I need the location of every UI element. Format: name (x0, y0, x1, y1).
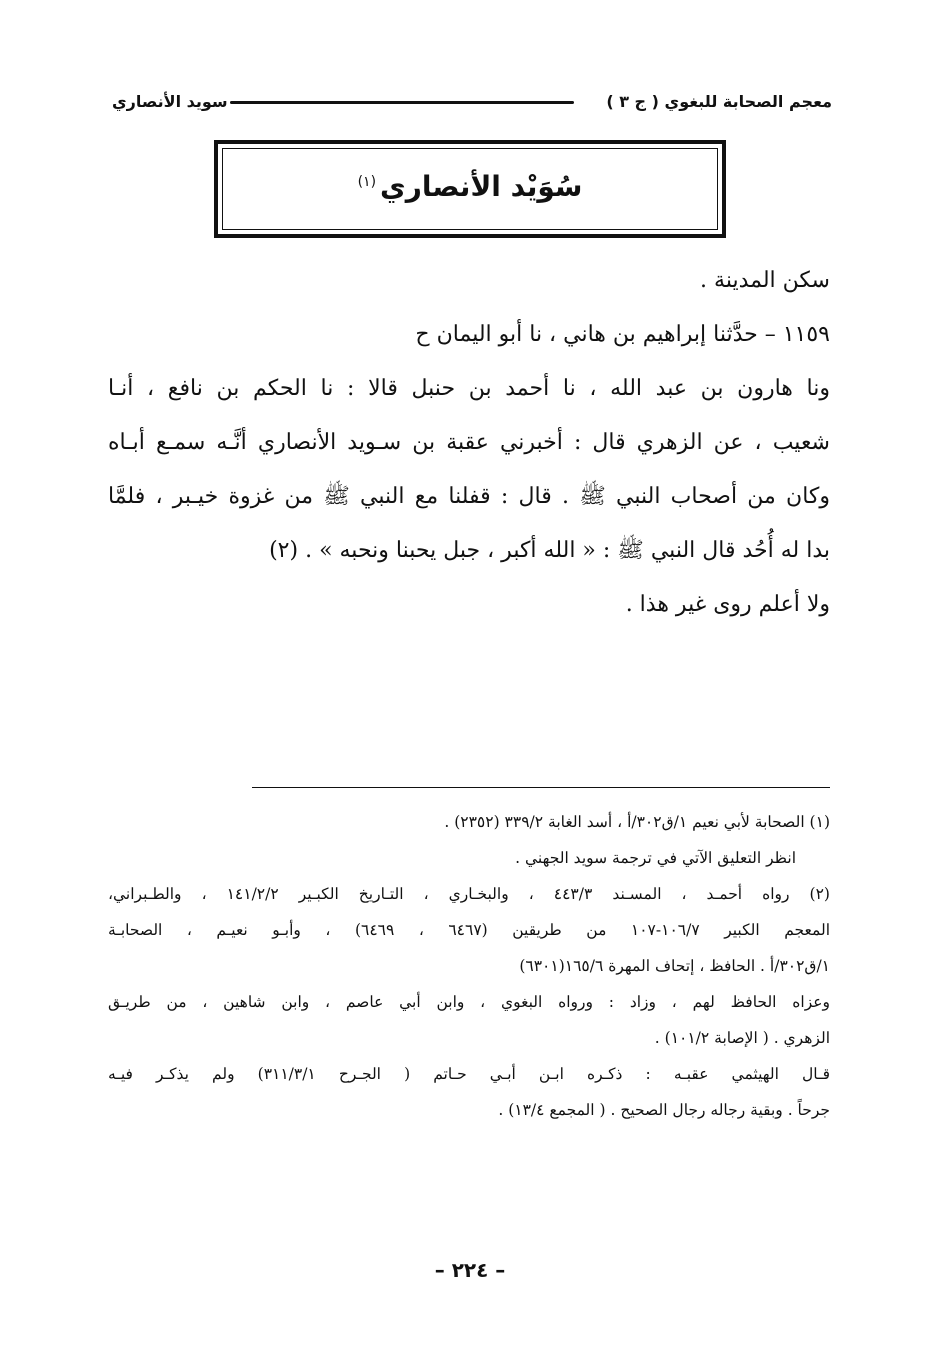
entry-title-text: سُوَيْد الأنصاري (380, 170, 583, 203)
footnote-line: وعزاه الحافظ لهم ، وزاد : ورواه البغوي ، وابن أبي عاصم ، وابن شاهين ، من طريـق (108, 993, 830, 1011)
running-header (112, 88, 832, 118)
text-line: شعيب ، عن الزهري قال : أخبرني عقبة بن سـويد الأنصاري أنَّـه سمـع أبـاه (108, 430, 830, 455)
book-title: معجم الصحابة للبغوي ( ج ٣ ) (606, 92, 832, 111)
footnote-line: المعجم الكبير ١٠٦/٧-١٠٧ من طريقين (٦٤٦٧ ، ٦٤٦٩) ، وأبـو نعيـم ، الصحابـة (108, 921, 830, 939)
footnote-line: قـال الهيثمي عقبـه : ذكـره ابـن أبـي حـاتم ( الجـرح ٣١١/٣/١) ولم يذكـر فيـه (108, 1065, 830, 1083)
footnote-separator (252, 787, 830, 788)
section-title: سويد الأنصاري (112, 92, 228, 111)
text-line: ولا أعلم روى غير هذا . (625, 592, 830, 617)
footnotes (108, 804, 830, 1128)
text-line: ونا هارون بن عبد الله ، نا أحمد بن حنبل قالا : نا الحكم بن نافع ، أنـا (108, 376, 830, 401)
text-line: بدا له أُحُد قال النبي ﷺ : « الله أكبر ، جبل يحبنا ونحبه » . (٢) (269, 538, 830, 563)
footnote-line: (١) الصحابة لأبي نعيم ١/ق٣٠٢/أ ، أسد الغابة ٣٣٩/٢ (٢٣٥٢) . (444, 813, 830, 831)
header-rule (230, 101, 574, 104)
footnote-line: انظر التعليق الآتي في ترجمة سويد الجهني . (515, 849, 796, 867)
main-text (108, 254, 830, 632)
entry-title-note-marker: (١) (357, 173, 377, 190)
text-line: سكن المدينة . (700, 268, 830, 293)
footnote-line: جرحاً . وبقية رجاله رجال الصحيح . ( المجمع ١٣/٤) . (498, 1101, 830, 1119)
footnote-line: ١/ق٣٠٢/أ . الحافظ ، إتحاف المهرة ١٦٥/٦(٦٣٠١) (519, 957, 830, 975)
page-number: – ٢٢٤ – (434, 1258, 506, 1282)
entry-title-frame (214, 140, 726, 238)
text-line: وكان من أصحاب النبي ﷺ . قال : قفلنا مع النبي ﷺ من غزوة خيـبر ، فلمَّا (108, 484, 830, 509)
footnote-line: الزهري . ( الإصابة ١٠١/٢) . (654, 1029, 830, 1047)
entry-title (218, 170, 722, 203)
footnote-line: (٢) رواه أحمـد ، المسـند ٤٤٣/٣ ، والبخـاري ، التـاريخ الكبـير ١٤١/٢/٢ ، والطـبراني، (108, 885, 830, 903)
text-line: ١١٥٩ – حدَّثنا إبراهيم بن هاني ، نا أبو اليمان ح (415, 322, 830, 347)
